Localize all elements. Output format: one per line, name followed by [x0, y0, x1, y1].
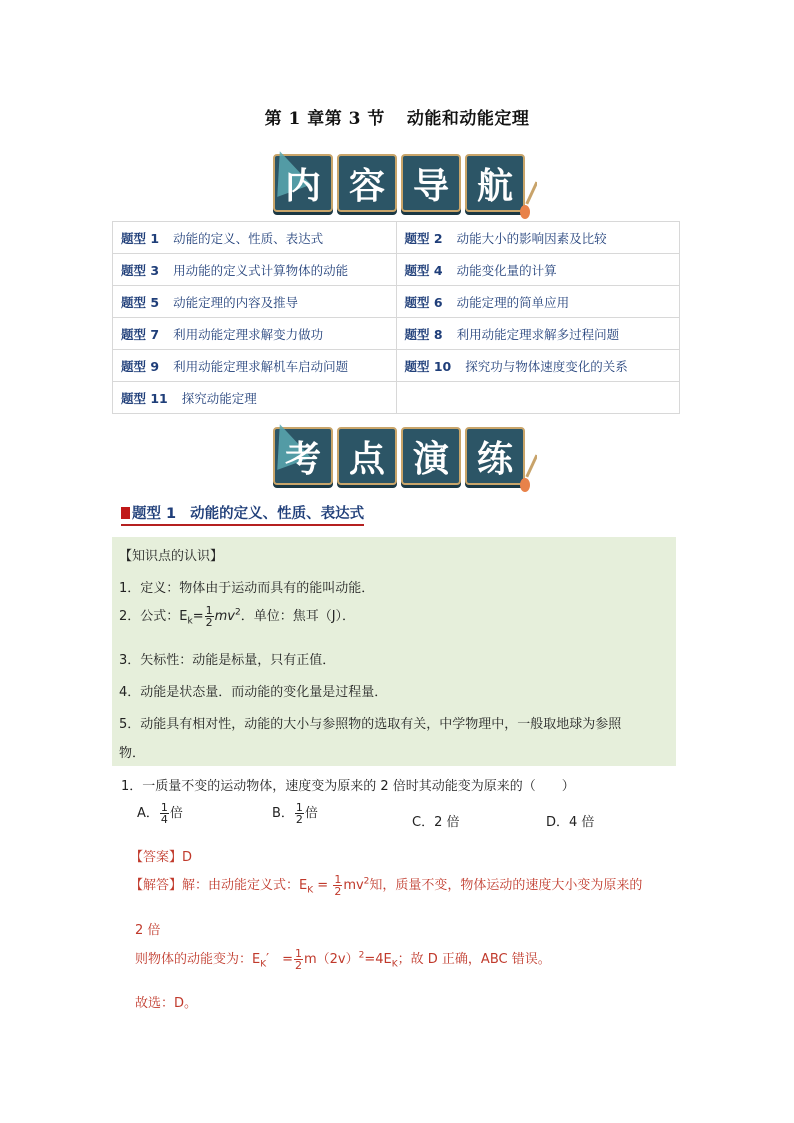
- table-row: [113, 350, 680, 382]
- paintbrush-icon: [519, 453, 537, 493]
- topic-nav-table: [112, 221, 680, 414]
- topic-link-1[interactable]: 题型 1 动能的定义、性质、表达式: [113, 222, 397, 254]
- banner-tile: 航: [465, 154, 525, 212]
- analysis-line-4: 故选：D。: [135, 996, 198, 1011]
- fraction: $\frac{1}{2}$: [295, 801, 303, 826]
- topic-link-6[interactable]: 题型 6 动能定理的简单应用: [396, 286, 680, 318]
- lesson-title: 动能和动能定理: [406, 109, 530, 129]
- chapter-label: 第 1 章第 3 节: [264, 109, 385, 129]
- topic-link-3[interactable]: 题型 3 用动能的定义式计算物体的动能: [113, 254, 397, 286]
- empty-cell: [396, 382, 680, 414]
- topic-link-5[interactable]: 题型 5 动能定理的内容及推导: [113, 286, 397, 318]
- page-title: [0, 104, 794, 129]
- answer-line: 【答案】D: [130, 850, 193, 865]
- paintbrush-icon: [519, 180, 537, 220]
- knowledge-header: 【知识点的认识】: [119, 549, 224, 564]
- section-marker-icon: [121, 507, 130, 519]
- topic-link-7[interactable]: 题型 7 利用动能定理求解变力做功: [113, 318, 397, 350]
- option-b[interactable]: B． $\frac{1}{2}$ 倍: [272, 801, 318, 826]
- fraction: $\frac{1}{2}$: [294, 947, 302, 972]
- topic-link-10[interactable]: 题型 10 探究功与物体速度变化的关系: [396, 350, 680, 382]
- fraction: $\frac{1}{2}$: [205, 604, 213, 629]
- table-row: [113, 286, 680, 318]
- banner-tile: 演: [401, 427, 461, 485]
- practice-banner: [273, 427, 525, 485]
- analysis-line-3: 则物体的动能变为：$E_K'$ = $\frac{1}{2}$ $m(2v)^2=4E_K$；故 D 正确，ABC 错误。: [135, 947, 551, 972]
- question-stem: 1．一质量不变的运动物体，速度变为原来的 2 倍时其动能变为原来的（ ）: [121, 779, 575, 794]
- fraction: $\frac{1}{2}$: [334, 873, 342, 898]
- table-row: [113, 318, 680, 350]
- analysis-line-1: 【解答】解：由动能定义式：$E_K$ = $\frac{1}{2}$ $mv^2$知，质量不变，物体运动的速度大小变为原来的: [130, 873, 643, 898]
- analysis-line-2: 2 倍: [135, 923, 161, 938]
- banner-tile: 点: [337, 427, 397, 485]
- knowledge-line-1: 1．定义：物体由于运动而具有的能叫动能．: [119, 581, 375, 596]
- section-heading: 题型 1 动能的定义、性质、表达式: [121, 502, 364, 526]
- topic-link-8[interactable]: 题型 8 利用动能定理求解多过程问题: [396, 318, 680, 350]
- topic-link-11[interactable]: 题型 11 探究动能定理: [113, 382, 397, 414]
- option-d[interactable]: D．4 倍: [546, 815, 595, 830]
- knowledge-line-5-cont: 物．: [119, 746, 146, 761]
- banner-tile: 练: [465, 427, 525, 485]
- option-c[interactable]: C．2 倍: [412, 815, 460, 830]
- topic-link-4[interactable]: 题型 4 动能变化量的计算: [396, 254, 680, 286]
- banner-tile: 容: [337, 154, 397, 212]
- knowledge-line-5: 5．动能具有相对性，动能的大小与参照物的选取有关，中学物理中，一般取地球为参照: [119, 717, 622, 732]
- table-row: [113, 382, 680, 414]
- knowledge-box: [112, 537, 676, 766]
- topic-link-9[interactable]: 题型 9 利用动能定理求解机车启动问题: [113, 350, 397, 382]
- table-row: [113, 222, 680, 254]
- topic-link-2[interactable]: 题型 2 动能大小的影响因素及比较: [396, 222, 680, 254]
- option-a[interactable]: A． $\frac{1}{4}$ 倍: [137, 801, 183, 826]
- knowledge-line-3: 3．矢标性：动能是标量，只有正值．: [119, 653, 336, 668]
- knowledge-line-4: 4．动能是状态量．而动能的变化量是过程量．: [119, 685, 388, 700]
- fraction: $\frac{1}{4}$: [160, 801, 168, 826]
- banner-tile: 导: [401, 154, 461, 212]
- banner-tile: 内: [273, 154, 333, 212]
- banner-tile: 考: [273, 427, 333, 485]
- knowledge-line-2: 2．公式：$E_k=$ $\frac{1}{2}$ $mv^2$．单位：焦耳（J）．: [119, 604, 356, 629]
- content-nav-banner: [273, 154, 525, 212]
- table-row: [113, 254, 680, 286]
